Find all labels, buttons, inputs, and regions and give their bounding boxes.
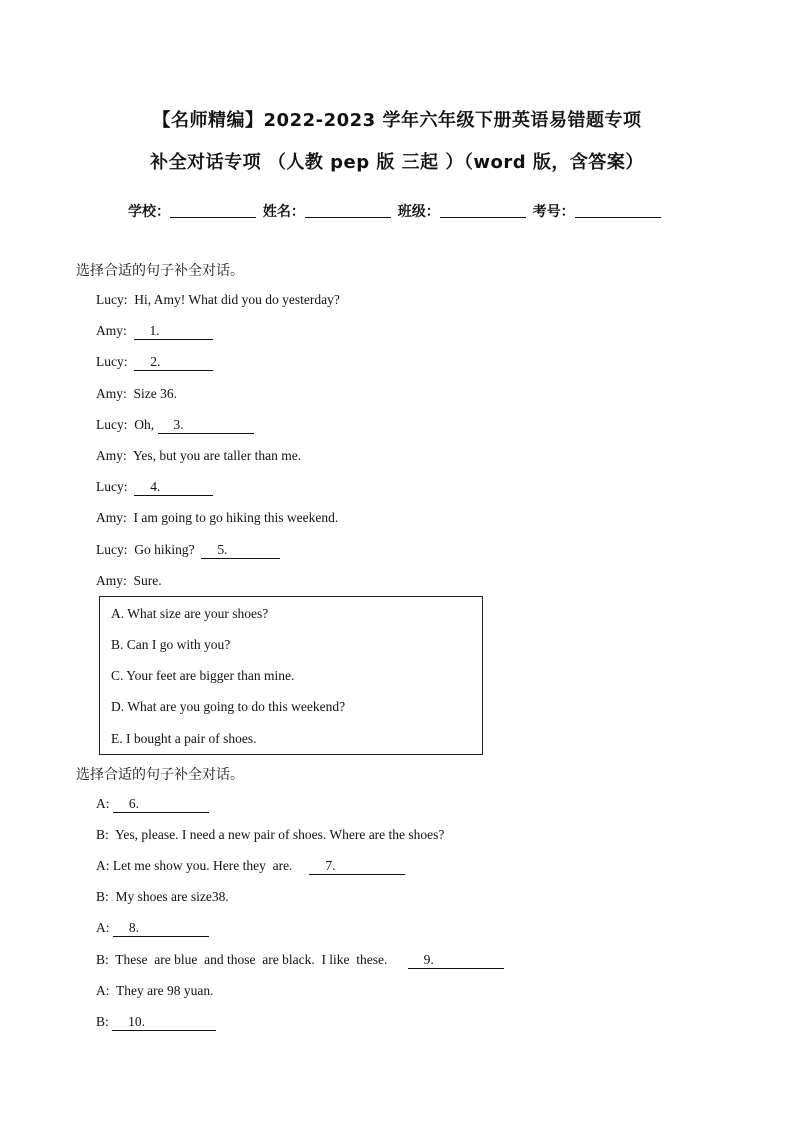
answer-blank-3[interactable]: 3. bbox=[158, 417, 254, 434]
dialogue-line: Amy: Sure. bbox=[96, 573, 162, 588]
dialogue-line: B: 10. bbox=[96, 1014, 216, 1031]
class-label: 班级： bbox=[397, 204, 440, 220]
dialogue-line: A: Let me show you. Here they are. 7. bbox=[96, 858, 405, 875]
dialogue-line: B: My shoes are size38. bbox=[96, 889, 229, 904]
dialogue-line: Lucy: Oh, 3. bbox=[96, 417, 254, 434]
answer-blank-9[interactable]: 9. bbox=[408, 952, 504, 969]
option-a: A. What size are your shoes? bbox=[111, 606, 269, 621]
dialogue-line: Lucy: 2. bbox=[96, 354, 213, 371]
dialogue-line: Lucy: Go hiking? 5. bbox=[96, 542, 280, 559]
exam-number-blank[interactable] bbox=[575, 203, 661, 218]
options-box bbox=[99, 596, 483, 755]
name-blank[interactable] bbox=[305, 203, 391, 218]
answer-blank-2[interactable]: 2. bbox=[134, 354, 213, 371]
class-blank[interactable] bbox=[440, 203, 526, 218]
dialogue-line: Lucy: 4. bbox=[96, 479, 213, 496]
student-info-row bbox=[128, 201, 663, 221]
option-d: D. What are you going to do this weekend? bbox=[111, 699, 346, 714]
dialogue-line: Amy: Yes, but you are taller than me. bbox=[96, 448, 302, 463]
document-title-line-1: 【名师精编】2022-2023 学年六年级下册英语易错题专项 bbox=[152, 110, 642, 131]
option-e: E. I bought a pair of shoes. bbox=[111, 731, 257, 746]
answer-blank-6[interactable]: 6. bbox=[113, 796, 209, 813]
dialogue-line: Amy: I am going to go hiking this weekend. bbox=[96, 510, 339, 525]
dialogue-line: B: Yes, please. I need a new pair of shoes. Where are the shoes? bbox=[96, 827, 445, 842]
option-c: C. Your feet are bigger than mine. bbox=[111, 668, 295, 683]
dialogue-line: Amy: Size 36. bbox=[96, 386, 178, 401]
answer-blank-5[interactable]: 5. bbox=[201, 542, 280, 559]
exam-number-label: 考号： bbox=[532, 204, 575, 220]
answer-blank-10[interactable]: 10. bbox=[112, 1014, 216, 1031]
dialogue-line: A: They are 98 yuan. bbox=[96, 983, 214, 998]
dialogue-line: Lucy: Hi, Amy! What did you do yesterday? bbox=[96, 292, 340, 307]
answer-blank-8[interactable]: 8. bbox=[113, 920, 209, 937]
name-label: 姓名： bbox=[262, 204, 305, 220]
answer-blank-1[interactable]: 1. bbox=[134, 323, 213, 340]
dialogue-line: B: These are blue and those are black. I like these. 9. bbox=[96, 952, 504, 969]
answer-blank-4[interactable]: 4. bbox=[134, 479, 213, 496]
option-b: B. Can I go with you? bbox=[111, 637, 231, 652]
section2-instruction: 选择合适的句子补全对话。 bbox=[76, 767, 244, 783]
section1-instruction: 选择合适的句子补全对话。 bbox=[76, 263, 244, 279]
document-title-line-2: 补全对话专项 （人教 pep 版 三起 ）（word 版，含答案） bbox=[150, 152, 644, 173]
dialogue-line: A: 8. bbox=[96, 920, 209, 937]
dialogue-line: A: 6. bbox=[96, 796, 209, 813]
school-blank[interactable] bbox=[170, 203, 256, 218]
answer-blank-7[interactable]: 7. bbox=[309, 858, 405, 875]
school-label: 学校： bbox=[128, 204, 170, 220]
dialogue-line: Amy: 1. bbox=[96, 323, 213, 340]
